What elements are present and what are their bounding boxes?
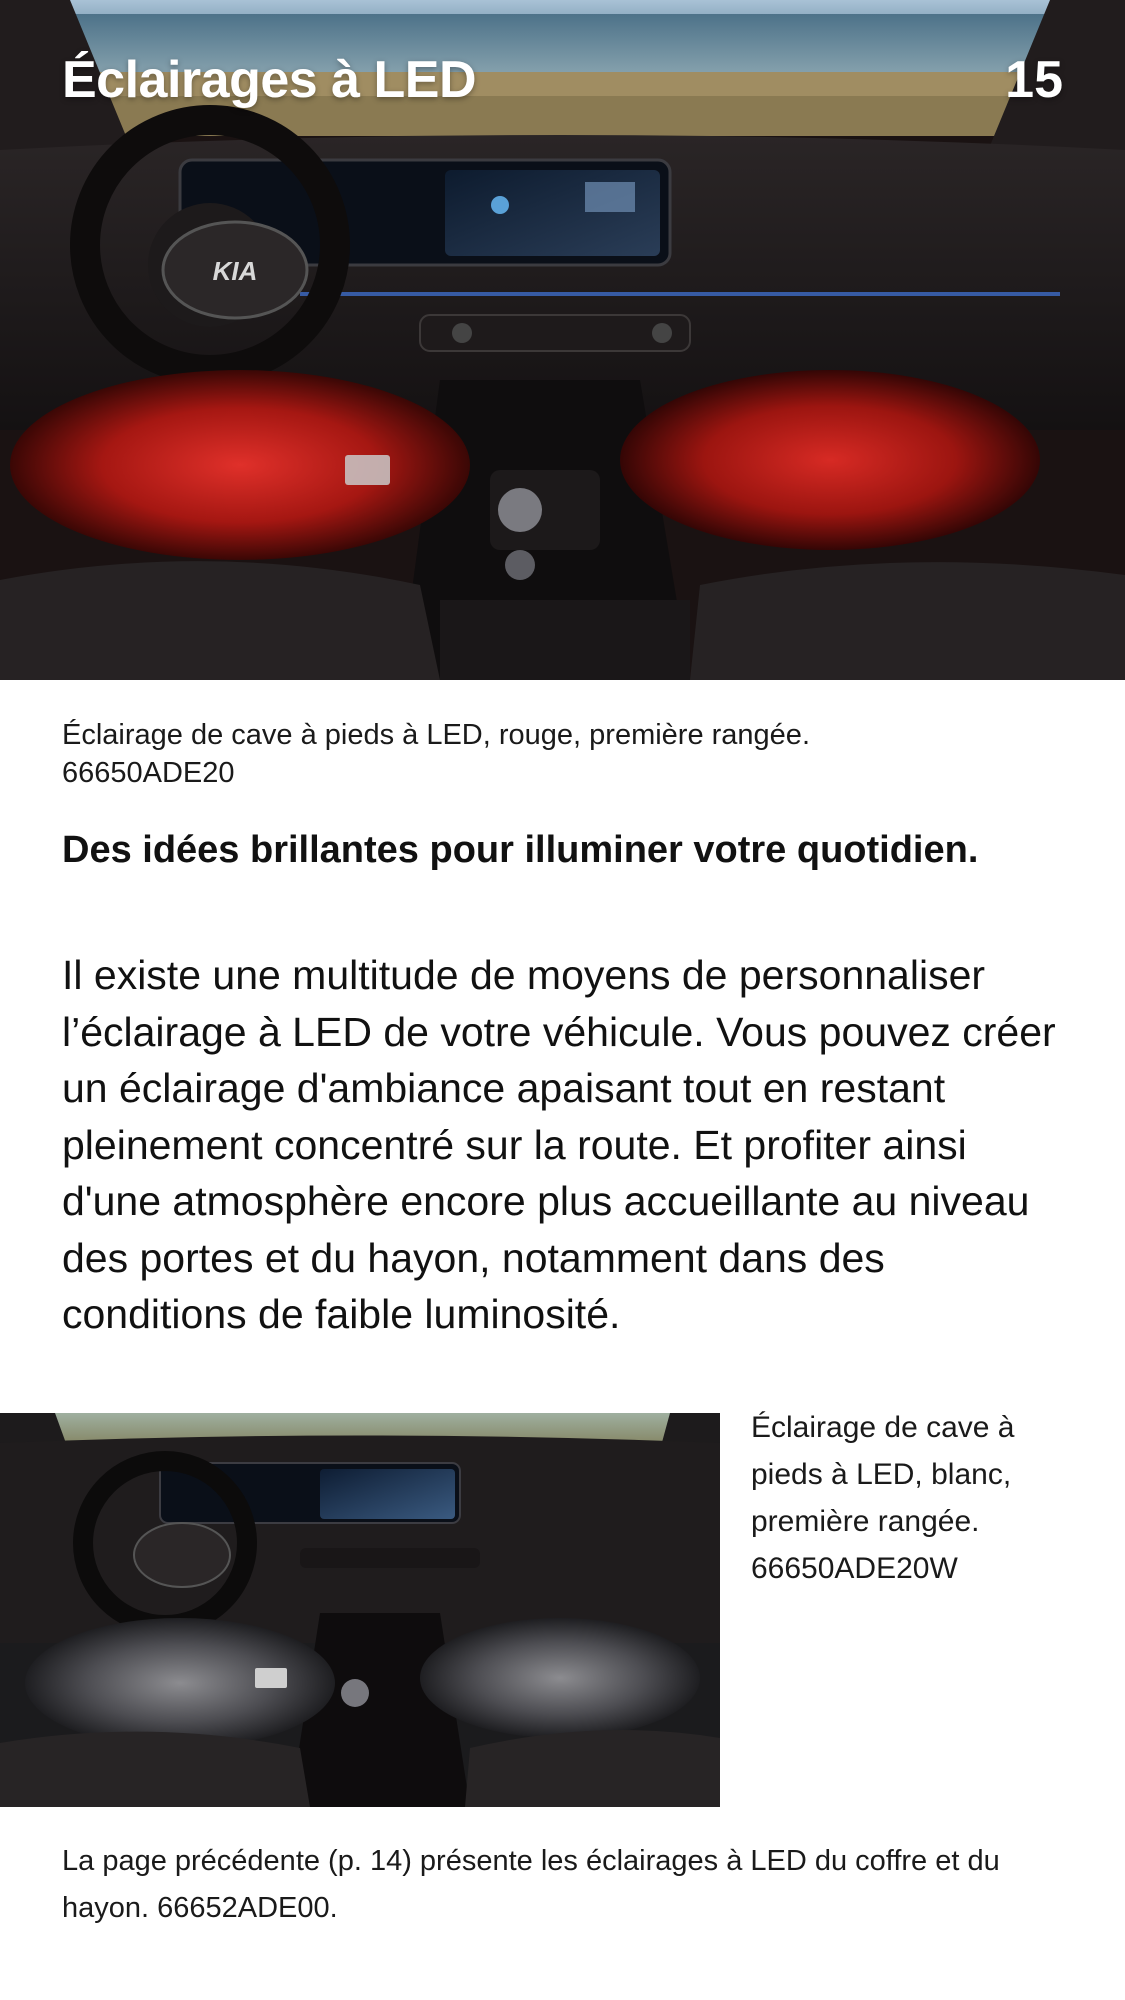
kia-logo: KIA [212,256,258,286]
page-number: 15 [1005,51,1063,109]
caption-white-lighting [751,1404,1091,1592]
page-title: Éclairages à LED [62,51,476,109]
interior-white-lighting-image [0,1413,720,1807]
caption-red-lighting [62,716,1062,792]
caption-white-part-number: 66650ADE20W [751,1552,958,1585]
caption-red-text: Éclairage de cave à pieds à LED, rouge, première rangée. [62,719,810,751]
footer-note: La page précédente (p. 14) présente les éclairages à LED du coffre et du hayon. 66652ADE00. [62,1845,1000,1924]
section-headline: Des idées brillantes pour illuminer votre quotidien. [62,829,979,871]
body-paragraph: Il existe une multitude de moyens de personnaliser l’éclairage à LED de votre véhicule. Vous pouvez créer un éclairage d'ambiance apaisant tout en restant pleinement concentré sur la route. Et profiter ainsi d'une atmosphère encore plus accueillante au niveau des portes et du hayon, notamment dans des conditions de faible luminosité. [62,952,1056,1337]
caption-red-part-number: 66650ADE20 [62,757,235,789]
hero-photo [0,0,1125,680]
caption-white-text: Éclairage de cave à pieds à LED, blanc, première rangée. [751,1411,1015,1538]
white-lighting-photo [0,1413,720,1807]
